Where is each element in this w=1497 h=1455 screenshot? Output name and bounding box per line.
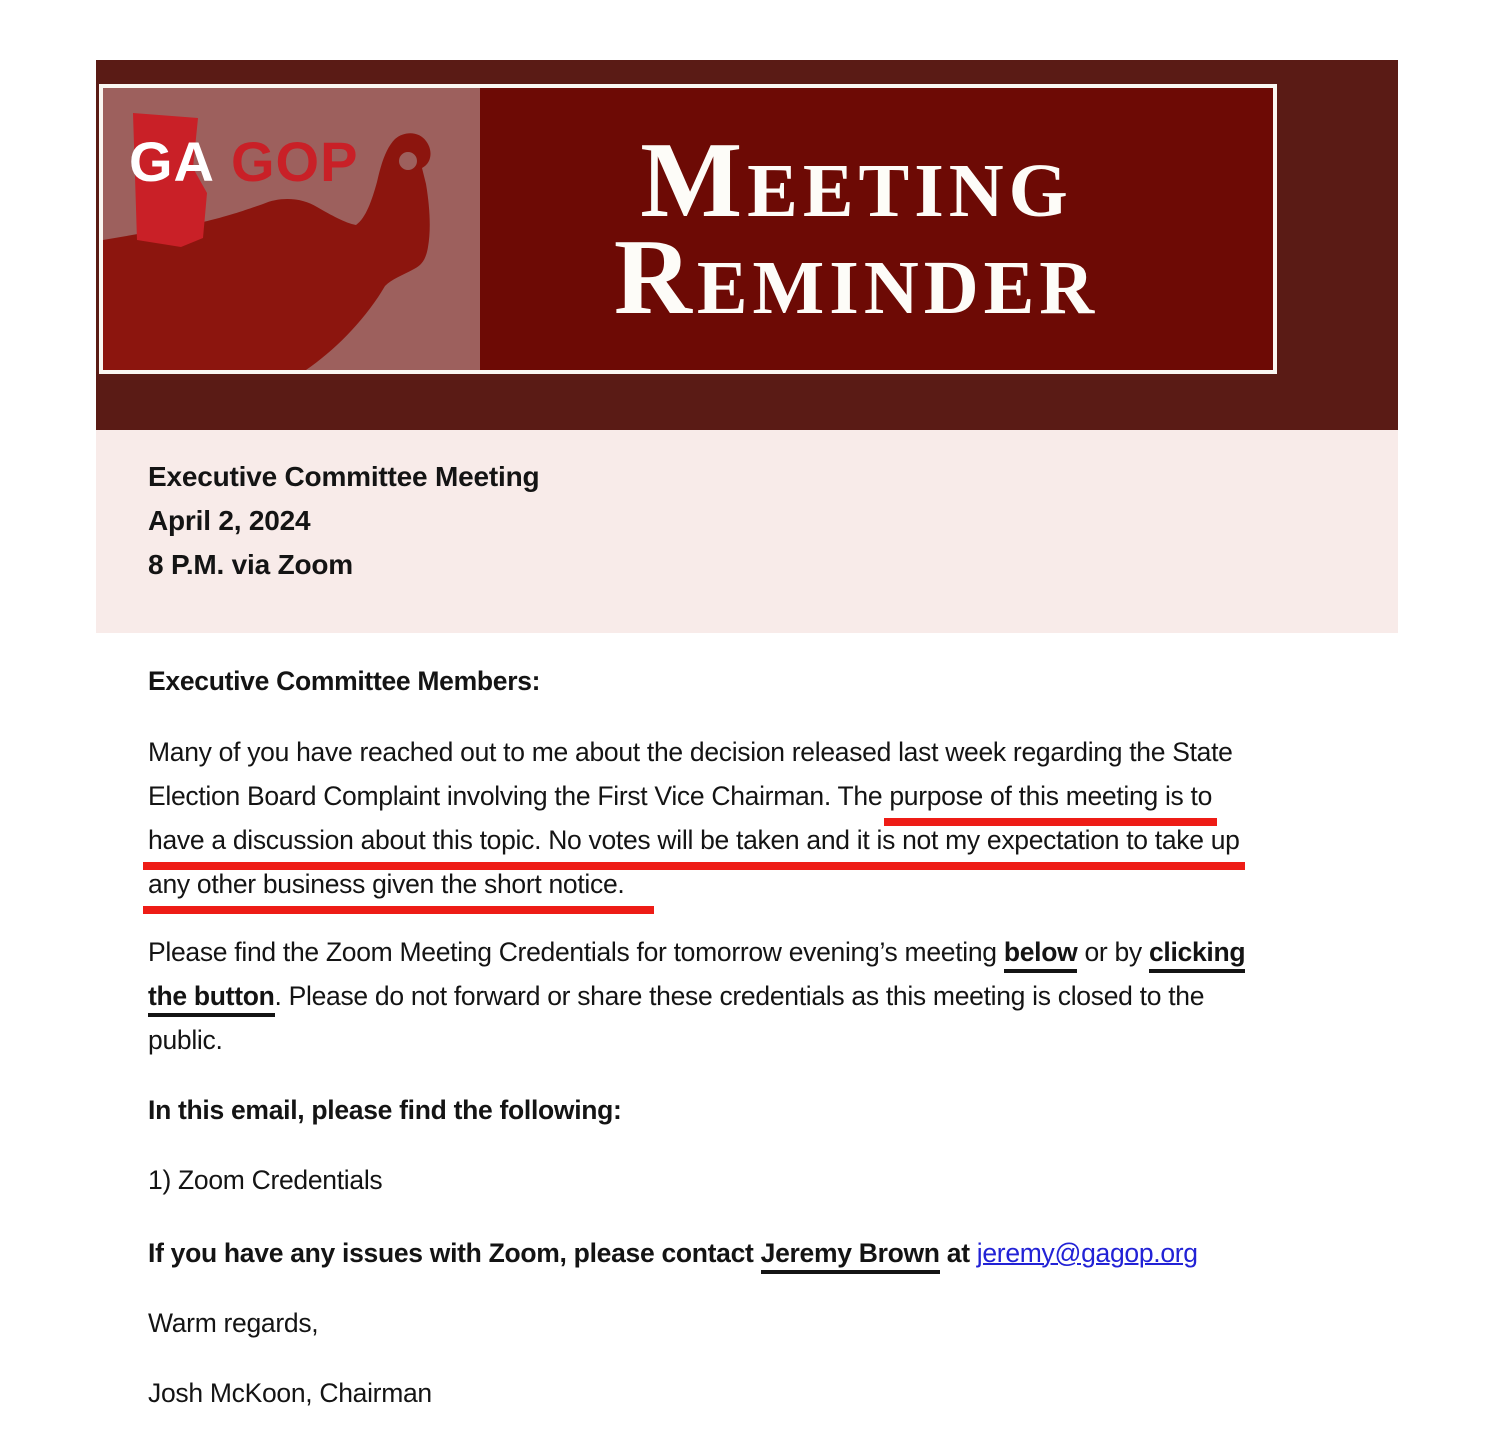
text-segment: or by [1077, 937, 1149, 967]
logo-gop-text: GOP [231, 130, 359, 193]
meeting-info-date: April 2, 2024 [148, 505, 311, 536]
text-line [148, 1301, 318, 1345]
members-heading [148, 659, 540, 703]
meeting-info-title: Executive Committee Meeting [148, 461, 540, 492]
text-segment: Warm regards, [148, 1308, 319, 1338]
text-line [148, 730, 1240, 774]
text-line [148, 1018, 1245, 1062]
text-segment: In this email, please find the following: [148, 1095, 622, 1125]
signature-line [148, 1371, 432, 1415]
text-segment: Many of you have reached out to me about the decision released last week regarding the State [148, 737, 1233, 767]
text-segment: If you have any issues with Zoom, please contact [148, 1238, 761, 1268]
text-line [148, 1231, 1198, 1275]
title-line-reminder: Reminder [613, 218, 1100, 337]
text-line [148, 818, 1240, 862]
text-line [148, 659, 540, 703]
text-line [148, 774, 1240, 818]
text-line [148, 1158, 382, 1202]
text-segment: public. [148, 1025, 223, 1055]
list-item-zoom-credentials [148, 1158, 382, 1202]
closing-line [148, 1301, 318, 1345]
title-line-meeting: Meeting [640, 121, 1073, 240]
text-segment: Please find the Zoom Meeting Credentials for tomorrow evening’s meeting [148, 937, 1004, 967]
meeting-info-time: 8 P.M. via Zoom [148, 549, 353, 580]
red-underlined-text: any other business given the short notice. [143, 869, 654, 914]
text-line [148, 1088, 622, 1132]
text-line [148, 930, 1245, 974]
text-segment: Josh McKoon, Chairman [148, 1378, 432, 1408]
underlined-text: below [1004, 937, 1078, 973]
text-segment: at [939, 1238, 977, 1268]
underlined-text: Jeremy Brown [761, 1238, 940, 1274]
underlined-text: the button [148, 981, 275, 1017]
text-line [148, 974, 1245, 1018]
text-segment: Executive Committee Members: [148, 666, 541, 696]
contact-line [148, 1231, 1198, 1275]
underlined-text: clicking [1149, 937, 1245, 973]
email-link[interactable]: jeremy@gagop.org [976, 1238, 1198, 1268]
red-underlined-text: have a discussion about this topic. No votes will be taken and it is not my expectation to take up [143, 825, 1245, 870]
in-this-email-heading [148, 1088, 622, 1132]
red-underlined-text: purpose of this meeting is to [884, 781, 1217, 826]
paragraph-credentials [148, 930, 1245, 1062]
text-segment: 1) Zoom Credentials [148, 1165, 383, 1195]
paragraph-decision [148, 730, 1240, 906]
logo-ga-text: GA [129, 130, 215, 193]
text-segment: Election Board Complaint involving the First Vice Chairman. The [148, 781, 890, 811]
text-line [148, 1371, 432, 1415]
text-segment: . Please do not forward or share these credentials as this meeting is closed to the [274, 981, 1205, 1011]
